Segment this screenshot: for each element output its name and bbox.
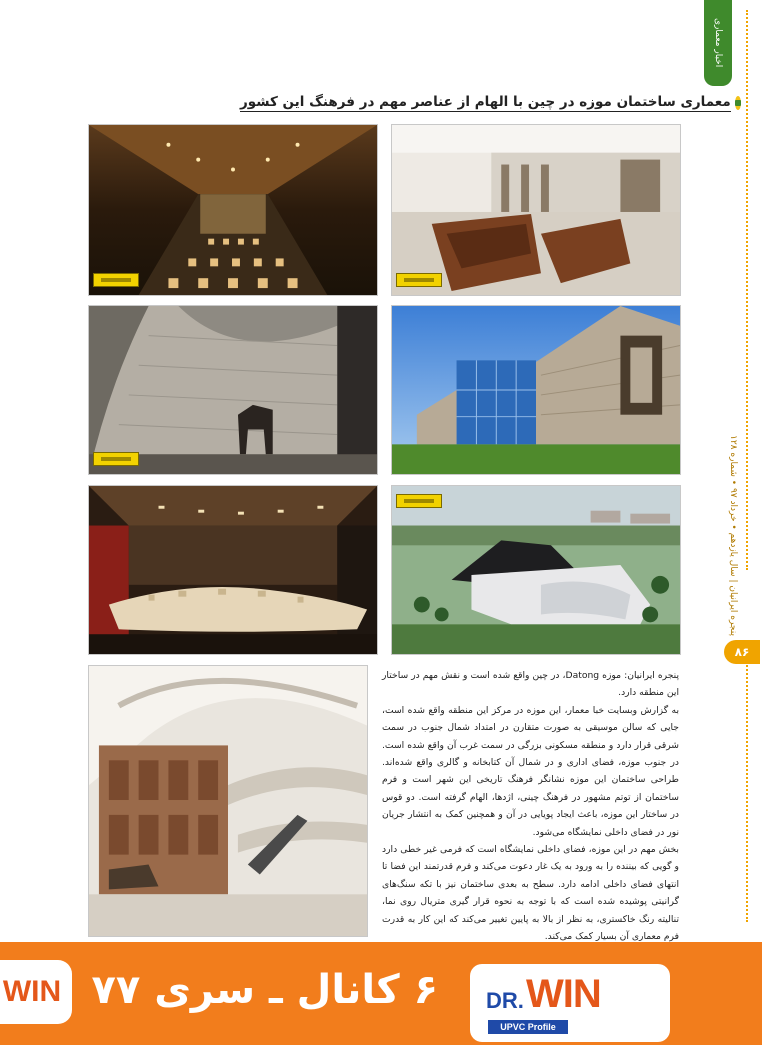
photo-exhibit-hall bbox=[88, 124, 378, 296]
issue-info bbox=[718, 430, 748, 640]
logo-win-text: WIN bbox=[526, 972, 601, 1016]
photo-lobby bbox=[391, 124, 681, 296]
section-tab bbox=[704, 0, 732, 86]
article-paragraph: به گزارش وبسایت خبا معمار، این موزه در مرکز این منطقه واقع شده است، جایی که سالن موسیقی به صورت متقارن در امتداد شمال جنوب در سمت شرقی قرار دارد و منطقه مسکونی بزرگی در سمت غرب آن واقع شده است. در جنوب موزه، فضای اداری و در شمال آن کتابخانه و گالری واقع شده‌اند. طراحی ساختمان این موزه نشانگر فرهنگ تاریخی این شهر است و فرم ساختمان از توتم مشهور در فرهنگ چینی، اژدها، الهام گرفته است. دو قوس در ساختار این موزه، باعث ایجاد پویایی در آن و همچنین کمک به انتشار جریان نور در فضای داخلی نمایشگاه می‌شود. bbox=[382, 704, 679, 838]
issue-info-label: پنجره ایرانیان | سال یازدهم • خرداد ۹۷ • شماره ۱۲۸ bbox=[728, 434, 738, 636]
dotted-divider bbox=[746, 662, 748, 922]
article-title: معماری ساختمان موزه در چین با الهام از عناصر مهم در فرهنگ این کشور bbox=[240, 94, 731, 110]
magazine-badge bbox=[93, 273, 139, 287]
page-number: ۸۶ bbox=[724, 640, 760, 664]
magazine-badge bbox=[396, 273, 442, 287]
banner-slogan: ۶ کانال ـ سری ۷۷ bbox=[91, 967, 438, 1013]
photo-exterior bbox=[391, 305, 681, 475]
section-tab-label: اخبار معماری bbox=[713, 18, 723, 68]
ad-banner[interactable] bbox=[0, 942, 762, 1045]
article-body bbox=[382, 667, 679, 943]
photo-city-model bbox=[88, 485, 378, 655]
magazine-badge bbox=[396, 494, 442, 508]
photo-aerial bbox=[391, 485, 681, 655]
logo-dr-text: DR. bbox=[486, 988, 524, 1013]
bullet-icon bbox=[735, 96, 741, 110]
photo-curved-wall bbox=[88, 305, 378, 475]
photo-interior-rotunda bbox=[88, 665, 368, 937]
brand-logo-partial bbox=[0, 960, 72, 1024]
article-paragraph: پنجره ایرانیان: موزه Datong، در چین واقع شده است و نقش مهم در ساختار این منطقه دارد. bbox=[382, 670, 679, 699]
magazine-badge bbox=[93, 452, 139, 466]
logo-left-text: WIN bbox=[2, 975, 62, 1008]
title-row bbox=[240, 92, 731, 114]
drwin-logo bbox=[470, 964, 670, 1042]
logo-subtitle: UPVC Profile bbox=[488, 1020, 568, 1034]
article-paragraph: بخش مهم در این موزه، فضای داخلی نمایشگاه است که فرمی غیر خطی دارد و گویی که بیننده را به ورود به یک غار دعوت می‌کند و فرم قدرتمند این فضا تا انتهای فضای داخلی ادامه دارد. سطح به بعدی ساختمان نیز با تکه سنگ‌های گرانیتی پوشیده شده است که با توجه به نحوه قرار گیری متریال روی نما، تنالیته رنگ خاکستری، به نظر از بالا به پایین تغییر می‌کند که این کار به قدرت فرم معماری آن بسیار کمک می‌کند. bbox=[382, 844, 679, 943]
